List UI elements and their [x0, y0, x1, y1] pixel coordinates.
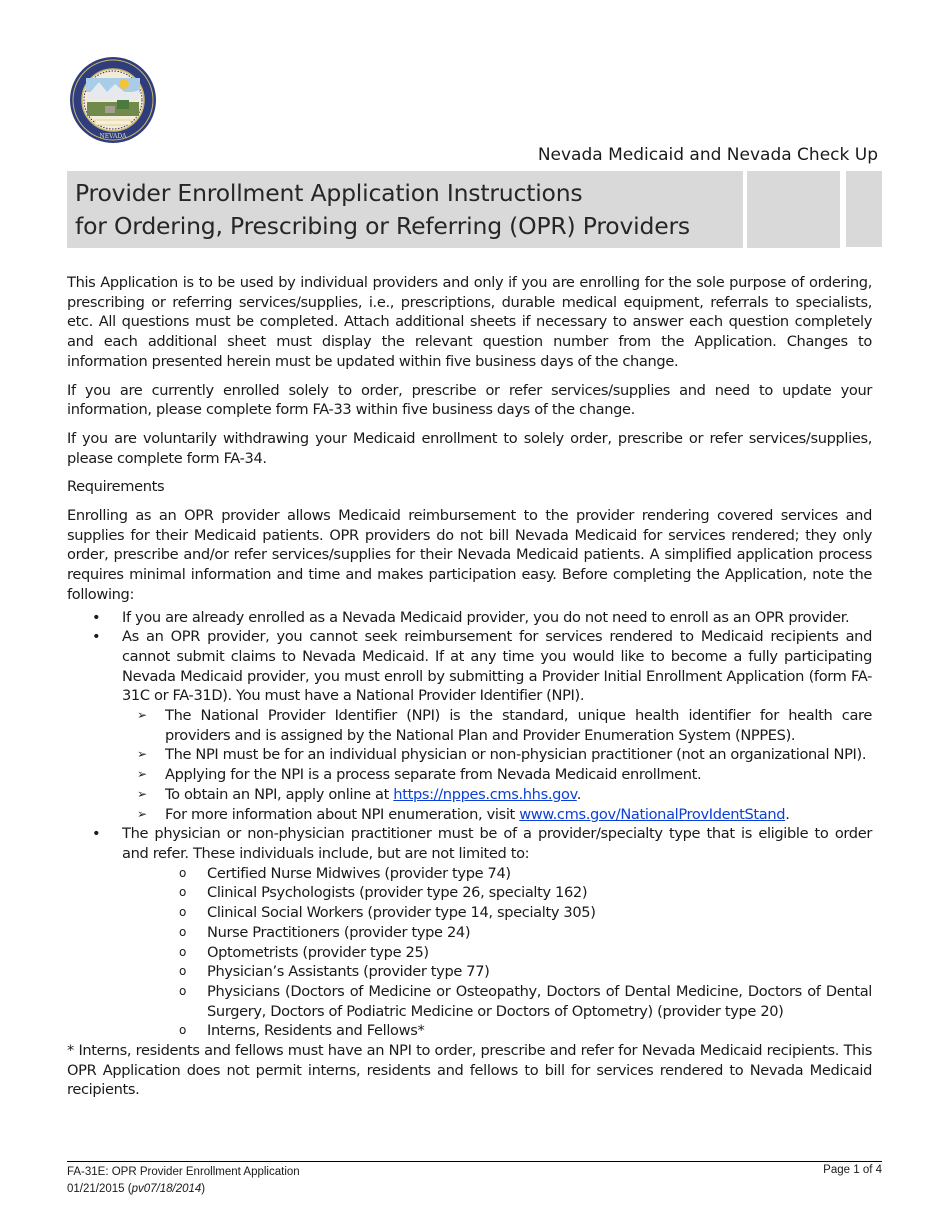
svg-text:NEVADA: NEVADA	[99, 133, 127, 140]
circle-bullet-icon: o	[179, 1023, 186, 1038]
list-item-text: For more information about NPI enumeration, visit	[165, 805, 520, 823]
circle-bullet-icon: o	[179, 924, 186, 939]
intro-paragraph-3: If you are voluntarily withdrawing your Medicaid enrollment to solely order, prescribe or refer services/supplies, please complete form FA-34.	[67, 429, 872, 467]
list-item	[137, 765, 872, 785]
list-item	[137, 785, 872, 805]
arrow-bullet-icon: ➢	[137, 806, 147, 821]
punctuation: )	[201, 1183, 206, 1195]
title-side-box	[747, 171, 840, 248]
arrow-bullet-icon: ➢	[137, 708, 147, 723]
footer-revision-date	[67, 1181, 300, 1198]
list-item	[137, 805, 872, 825]
page-number: Page 1 of 4	[823, 1164, 882, 1176]
requirements-intro: Enrolling as an OPR provider allows Medicaid reimbursement to the provider rendering covered services and supplies for their Medicaid patients. OPR providers do not bill Nevada Medicaid for services rendered; they only order, prescribe and/or refer services/supplies for their Nevada Medicaid patients. A simplified application process requires minimal information and time and makes participation easy. Before completing the Application, note the following:	[67, 507, 872, 603]
revision-date: 01/21/2015 (	[67, 1183, 132, 1195]
list-item	[179, 943, 872, 963]
page-title-line2: for Ordering, Prescribing or Referring (OPR) Providers	[75, 212, 690, 240]
document-body	[67, 273, 872, 1109]
list-item	[179, 883, 872, 903]
cms-npi-link[interactable]: www.cms.gov/NationalProvIdentStand	[519, 805, 786, 823]
list-item-text: Physician’s Assistants (provider type 77)	[207, 963, 490, 981]
list-item	[137, 745, 872, 765]
agency-name: Nevada Medicaid and Nevada Check Up	[537, 145, 878, 165]
list-item-text: Clinical Psychologists (provider type 26, specialty 162)	[207, 884, 588, 902]
circle-bullet-icon: o	[179, 983, 186, 998]
arrow-bullet-icon: ➢	[137, 747, 147, 762]
list-item-text: If you are already enrolled as a Nevada Medicaid provider, you do not need to enroll as an OPR provider.	[122, 608, 850, 626]
arrow-bullet-icon: ➢	[137, 767, 147, 782]
list-item	[179, 1021, 872, 1041]
requirements-list	[67, 608, 872, 1041]
provider-types-sublist	[122, 864, 872, 1041]
list-item-text: Certified Nurse Midwives (provider type 74)	[207, 864, 511, 882]
intro-paragraph-2: If you are currently enrolled solely to order, prescribe or refer services/supplies and need to update your information, please complete form FA-33 within five business days of the change.	[67, 381, 872, 419]
footer-divider	[67, 1161, 882, 1162]
circle-bullet-icon: o	[179, 865, 186, 880]
list-item-text: The physician or non-physician practitioner must be of a provider/specialty type that is eligible to order and refer. These individuals include, but are not limited to:	[122, 825, 872, 862]
list-item	[179, 903, 872, 923]
footer-form-name: FA-31E: OPR Provider Enrollment Application	[67, 1166, 300, 1178]
page-title-box	[67, 171, 743, 248]
list-item	[179, 962, 872, 982]
punctuation: .	[785, 805, 790, 823]
list-item-text: Clinical Social Workers (provider type 14, specialty 305)	[207, 904, 596, 922]
list-item-text: As an OPR provider, you cannot seek reimbursement for services rendered to Medicaid recipients and cannot submit claims to Nevada Medicaid. If at any time you would like to become a fully participating Nevada Medicaid provider, you must enroll by submitting a Provider Initial Enrollment Application (form FA-31C or FA-31D). You must have a National Provider Identifier (NPI).	[122, 628, 872, 705]
bullet-icon: •	[92, 628, 101, 646]
previous-version: pv07/18/2014	[131, 1183, 202, 1195]
intro-paragraph-1: This Application is to be used by individual providers and only if you are enrolling for the sole purpose of ordering, prescribing or referring services/supplies, i.e., prescriptions, durable medical equipment, referrals to specialists, etc. All questions must be completed. Attach additional sheets if necessary to answer each question completely and each additional sheet must display the relevant question number from the Application. Changes to information presented herein must be updated within five business days of the change.	[67, 274, 872, 370]
page-title-line1: Provider Enrollment Application Instructions	[75, 179, 583, 207]
list-item	[179, 982, 872, 1021]
footnote: * Interns, residents and fellows must have an NPI to order, prescribe and refer for Nevada Medicaid recipients. This OPR Application does not permit interns, residents and fellows to bill for services rendered to Nevada Medicaid recipients.	[67, 1042, 872, 1099]
list-item	[92, 608, 872, 628]
nevada-state-seal-logo	[69, 56, 157, 144]
list-item-text: The NPI must be for an individual physician or non-physician practitioner (not an organizational NPI).	[165, 746, 867, 764]
list-item-text: The National Provider Identifier (NPI) is the standard, unique health identifier for health care providers and is assigned by the National Plan and Provider Enumeration System (NPPES).	[165, 707, 872, 744]
footer-form-info	[67, 1164, 300, 1198]
arrow-bullet-icon: ➢	[137, 786, 147, 801]
list-item	[92, 627, 872, 824]
circle-bullet-icon: o	[179, 964, 186, 979]
list-item-text: Nurse Practitioners (provider type 24)	[207, 923, 471, 941]
list-item	[179, 864, 872, 884]
list-item-text: Optometrists (provider type 25)	[207, 943, 429, 961]
npi-sublist	[122, 706, 872, 824]
list-item-text: To obtain an NPI, apply online at	[165, 785, 394, 803]
punctuation: .	[576, 785, 582, 803]
title-side-box-end	[846, 171, 882, 247]
bullet-icon: •	[92, 608, 101, 626]
circle-bullet-icon: o	[179, 885, 186, 900]
list-item	[179, 923, 872, 943]
list-item	[137, 706, 872, 745]
circle-bullet-icon: o	[179, 905, 186, 920]
list-item-text: Interns, Residents and Fellows*	[207, 1022, 425, 1040]
list-item	[92, 824, 872, 1041]
circle-bullet-icon: o	[179, 944, 186, 959]
requirements-heading: Requirements	[67, 478, 165, 496]
list-item-text: Physicians (Doctors of Medicine or Osteopathy, Doctors of Dental Medicine, Doctors of Dental Surgery, Doctors of Podiatric Medicine or Doctors of Optometry) (provider type 20)	[207, 982, 872, 1020]
nppes-link[interactable]: https://nppes.cms.hhs.gov	[393, 785, 577, 803]
list-item-text: Applying for the NPI is a process separate from Nevada Medicaid enrollment.	[165, 766, 702, 784]
bullet-icon: •	[92, 825, 101, 843]
